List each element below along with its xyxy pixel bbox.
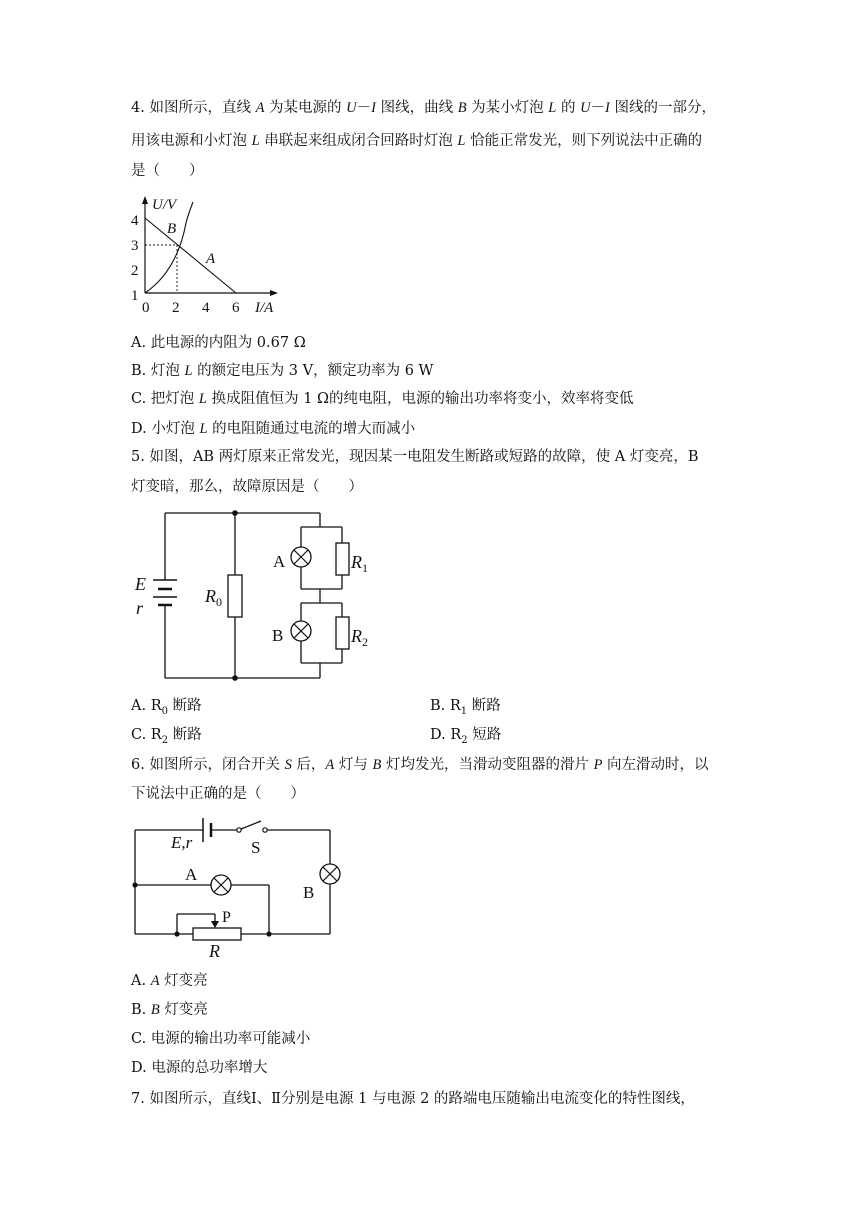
resistor-r2 xyxy=(336,617,349,649)
y-tick-4: 4 xyxy=(131,213,139,229)
q6-option-a: A. A 灯变亮 xyxy=(131,973,208,989)
switch-contact-right xyxy=(263,828,267,832)
q4-option-c: C. 把灯泡 L 换成阻值恒为 1 Ω的纯电阻，电源的输出功率将变小，效率将变低 xyxy=(131,391,634,407)
q4-stem-line-3: 是（ ） xyxy=(131,163,204,179)
x-axis-arrow xyxy=(270,290,278,296)
slider-arrow xyxy=(211,921,219,928)
r1-label: $R_1$ xyxy=(351,552,368,575)
q6-option-d: D. 电源的总功率增大 xyxy=(131,1060,268,1076)
lamp-a-label: A xyxy=(273,552,286,571)
q4-option-d: D. 小灯泡 L 的电阻随通过电流的增大而减小 xyxy=(131,421,416,437)
q6-stem-line-1: 6. 如图所示，闭合开关 S 后，A 灯与 B 灯均发光，当滑动变阻器的滑片 P 向左滑动时，以 xyxy=(131,757,709,773)
q5-option-a: A. $R_0$ 断路 xyxy=(131,698,202,717)
x-tick-0: 0 xyxy=(142,300,150,316)
node-bottom xyxy=(232,675,238,681)
q4-option-b: B. 灯泡 L 的额定电压为 3 V，额定功率为 6 W xyxy=(131,363,434,379)
q6-option-c: C. 电源的输出功率可能减小 xyxy=(131,1031,311,1047)
x-tick-4: 4 xyxy=(202,300,210,316)
x-tick-2: 2 xyxy=(172,300,180,316)
q7-stem-line-1: 7. 如图所示，直线Ⅰ、Ⅱ分别是电源 1 与电源 2 的路端电压随输出电流变化的特性图线， xyxy=(131,1091,695,1107)
y-axis-label: U/V xyxy=(152,197,177,213)
resistor-r1 xyxy=(336,543,349,575)
q5-stem-line-2: 灯变暗，那么，故障原因是（ ） xyxy=(131,479,363,495)
r2-label: $R_2$ xyxy=(351,626,368,649)
resistor-r0 xyxy=(228,575,242,617)
emf-label: E xyxy=(135,574,146,594)
node-bottom-right xyxy=(266,931,271,936)
line-a-label: A xyxy=(206,251,216,267)
curve-b xyxy=(145,202,193,293)
node-top xyxy=(232,510,238,516)
lamp-b-label: B xyxy=(303,883,315,902)
lamp-a-label: A xyxy=(185,865,198,884)
x-axis-label: I/A xyxy=(255,300,274,316)
q4-ui-graph xyxy=(125,193,285,318)
y-tick-2: 2 xyxy=(131,263,139,279)
q6-circuit xyxy=(125,812,355,962)
q5-option-d: D. $R_2$ 短路 xyxy=(430,727,502,746)
lamp-b-label: B xyxy=(272,626,284,645)
switch-label: S xyxy=(251,838,261,857)
y-tick-3: 3 xyxy=(131,238,139,254)
y-axis-arrow xyxy=(142,196,148,204)
curve-b-label: B xyxy=(167,221,177,237)
q5-option-b: B. $R_1$ 断路 xyxy=(430,698,501,717)
rheostat-label: R xyxy=(209,941,220,961)
q5-option-c: C. $R_2$ 断路 xyxy=(131,727,202,746)
q4-option-a: A. 此电源的内阻为 0.67 Ω xyxy=(131,335,306,351)
switch-contact-left xyxy=(237,828,241,832)
slider-label: P xyxy=(222,909,231,926)
switch-blade xyxy=(241,821,261,829)
q5-circuit xyxy=(125,505,385,690)
q5-stem-line-1: 5. 如图，AB 两灯原来正常发光，现因某一电阻发生断路或短路的故障，使 A 灯变亮，B xyxy=(131,449,699,465)
x-tick-6: 6 xyxy=(232,300,240,316)
source-label: E,r xyxy=(171,833,193,852)
rheostat-body xyxy=(193,928,241,940)
q4-stem-line-2: 用该电源和小灯泡 L 串联起来组成闭合回路时灯泡 L 恰能正常发光，则下列说法中正确的 xyxy=(131,133,703,149)
q6-stem-line-2: 下说法中正确的是（ ） xyxy=(131,786,305,802)
internal-resistance-label: r xyxy=(136,598,144,618)
y-tick-1: 1 xyxy=(131,288,139,304)
r0-label: $R_0$ xyxy=(205,586,222,609)
q6-option-b: B. B 灯变亮 xyxy=(131,1002,208,1018)
q4-stem-line-1: 4. 如图所示，直线 A 为某电源的 U－I 图线，曲线 B 为某小灯泡 L 的 U－I 图线的一部分， xyxy=(131,100,716,116)
